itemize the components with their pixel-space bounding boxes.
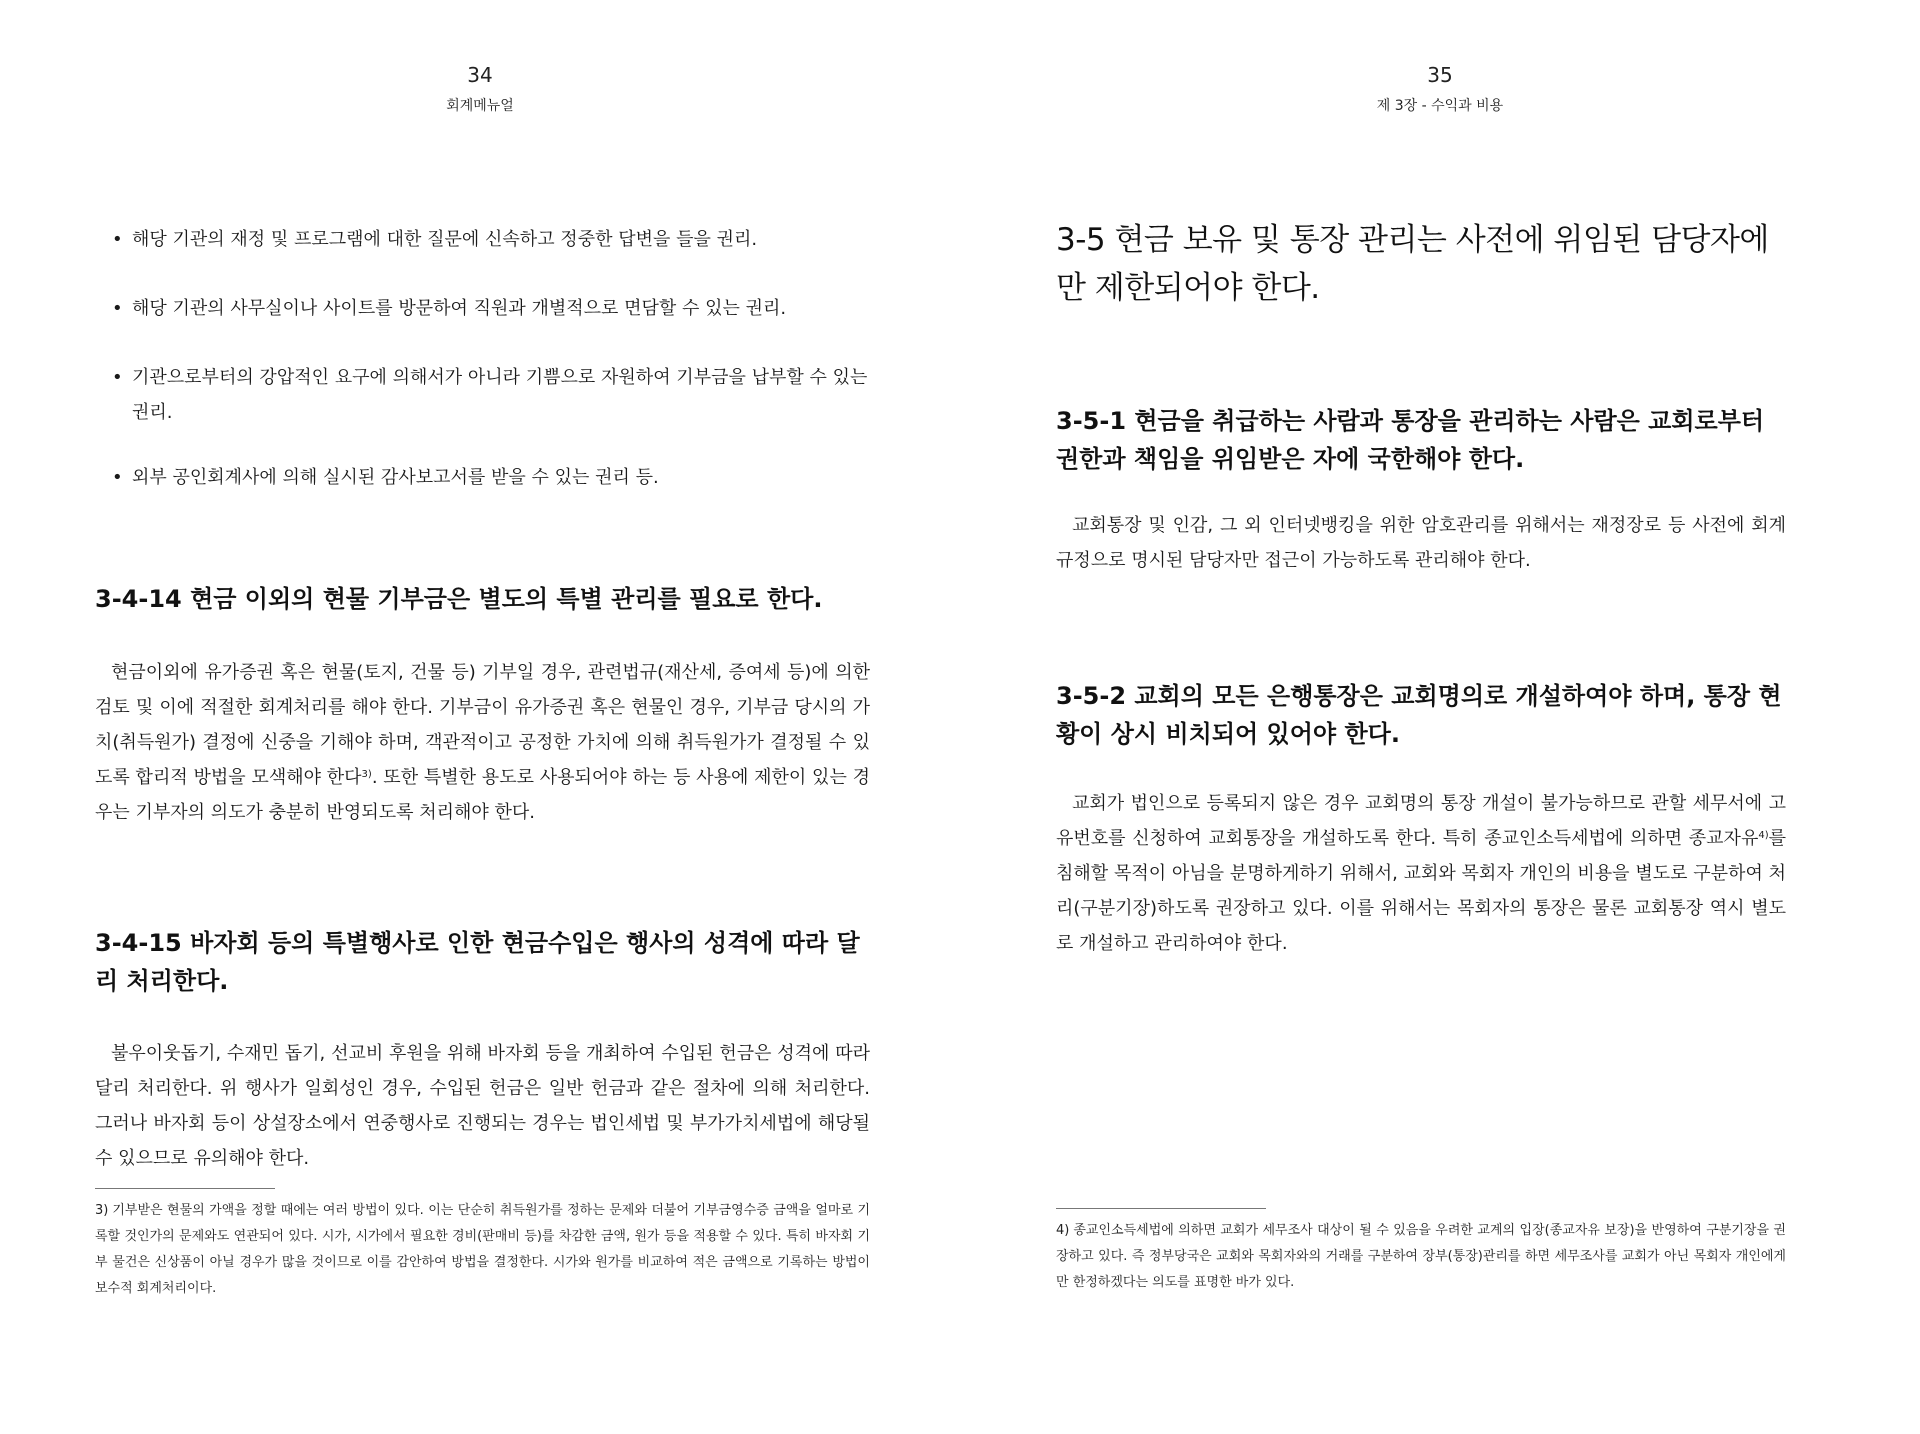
chapter-section-heading: 3-5 현금 보유 및 통장 관리는 사전에 위임된 담당자에만 제한되어야 한다. bbox=[1056, 222, 1769, 306]
running-title: 제 3장 - 수익과 비용 bbox=[1376, 98, 1504, 114]
body-text: 교회가 법인으로 등록되지 않은 경우 교회명의 통장 개설이 불가능하므로 관할 세무서에 고유번호를 신청하여 교회통장을 개설하도록 한다. 특히 종교인소득세법에 의하면 종교자유 bbox=[1056, 793, 1786, 849]
footnote bbox=[1056, 1218, 1786, 1296]
section-body bbox=[95, 655, 870, 830]
list-item: • 해당 기관의 사무실이나 사이트를 방문하여 직원과 개별적으로 면담할 수 있는 권리. bbox=[112, 291, 872, 326]
section-3-4-14 bbox=[95, 580, 870, 830]
footnote-ref: 3) bbox=[361, 769, 372, 780]
footnote-ref: 4) bbox=[1758, 830, 1769, 841]
section-heading: 3-5-2 교회의 모든 은행통장은 교회명의로 개설하여야 하며, 통장 현황이 상시 비치되어 있어야 한다. bbox=[1056, 682, 1782, 748]
section-heading: 3-4-14 현금 이외의 현물 기부금은 별도의 특별 관리를 필요로 한다. bbox=[95, 585, 823, 613]
running-title: 회계메뉴얼 bbox=[446, 98, 514, 114]
left-running-head bbox=[0, 62, 960, 115]
section-heading: 3-5-1 현금을 취급하는 사람과 통장을 관리하는 사람은 교회로부터 권한과 책임을 위임받은 자에 국한해야 한다. bbox=[1056, 407, 1765, 473]
section-heading: 3-4-15 바자회 등의 특별행사로 인한 현금수입은 행사의 성격에 따라 달리 처리한다. bbox=[95, 929, 860, 995]
footnote-divider bbox=[95, 1188, 275, 1189]
body-text: 현금이외에 유가증권 혹은 현물(토지, 건물 등) 기부일 경우, 관련법규(재산세, 증여세 등)에 의한 검토 및 이에 적절한 회계처리를 해야 한다. 기부금이 유가증권 혹은 현물인 경우, 기부금 당시의 가치(취득원가) 결정에 신중을 기해야 하며, 객관적이고 공정한 가치에 의해 취득원가가 결정될 수 있도록 합리적 방법을 모색해야 한다 bbox=[95, 662, 870, 788]
footnote bbox=[95, 1198, 870, 1302]
list-item: • 외부 공인회계사에 의해 실시된 감사보고서를 받을 수 있는 권리 등. bbox=[112, 460, 872, 495]
page-number: 34 bbox=[467, 63, 493, 87]
body-text: 를 침해할 목적이 아님을 분명하게하기 위해서, 교회와 목회자 개인의 비용을 별도로 구분하여 처리(구분기장)하도록 권장하고 있다. 이를 위해서는 목회자의 통장은 물론 교회통장 역시 별도로 개설하고 관리하여야 한다. bbox=[1056, 828, 1786, 954]
section-3-5-2 bbox=[1056, 677, 1786, 961]
right-running-head bbox=[960, 62, 1920, 115]
section-3-5-1 bbox=[1056, 402, 1786, 578]
list-item: • 기관으로부터의 강압적인 요구에 의해서가 아니라 기쁨으로 자원하여 기부금을 납부할 수 있는 권리. bbox=[112, 360, 872, 430]
section-3-5 bbox=[1056, 216, 1786, 312]
footnote-mark: 3) bbox=[95, 1203, 109, 1218]
footnote-divider bbox=[1056, 1208, 1266, 1209]
right-page bbox=[960, 0, 1920, 1434]
footnote-mark: 4) bbox=[1056, 1223, 1070, 1238]
list-item: • 해당 기관의 재정 및 프로그램에 대한 질문에 신속하고 정중한 답변을 들을 권리. bbox=[112, 222, 872, 257]
section-body bbox=[1056, 786, 1786, 961]
section-body: 불우이웃돕기, 수재민 돕기, 선교비 후원을 위해 바자회 등을 개최하여 수입된 헌금은 성격에 따라 달리 처리한다. 위 행사가 일회성인 경우, 수입된 헌금은 일반 헌금과 같은 절차에 의해 처리한다. 그러나 바자회 등이 상설장소에서 연중행사로 진행되는 경우는 법인세법 및 부가가치세법에 해당될 수 있으므로 유의해야 한다. bbox=[95, 1043, 870, 1169]
footnote-text: 종교인소득세법에 의하면 교회가 세무조사 대상이 될 수 있음을 우려한 교계의 입장(종교자유 보장)을 반영하여 구분기장을 권장하고 있다. 즉 정부당국은 교회와 목회자와의 거래를 구분하여 장부(통장)관리를 하면 세무조사를 교회가 아닌 목회자 개인에게만 한정하겠다는 의도를 표명한 바가 있다. bbox=[1056, 1223, 1786, 1290]
section-3-4-15 bbox=[95, 924, 870, 1176]
footnote-text: 기부받은 현물의 가액을 정할 때에는 여러 방법이 있다. 이는 단순히 취득원가를 정하는 문제와 더불어 기부금영수증 금액을 얼마로 기록할 것인가의 문제와도 연관되어 있다. 시가, 시가에서 필요한 경비(판매비 등)를 차감한 금액, 원가 등을 적용할 수 있다. 특히 바자회 기부 물건은 신상품이 아닐 경우가 많을 것이므로 이를 감안하여 방법을 결정한다. 시가와 원가를 비교하여 적은 금액으로 기록하는 방법이 보수적 회계처리이다. bbox=[95, 1203, 870, 1296]
body-text: . 또한 특별한 용도로 사용되어야 하는 등 사용에 제한이 있는 경우는 기부자의 의도가 충분히 반영되도록 처리해야 한다. bbox=[95, 767, 870, 823]
section-body: 교회통장 및 인감, 그 외 인터넷뱅킹을 위한 암호관리를 위해서는 재정장로 등 사전에 회계규정으로 명시된 담당자만 접근이 가능하도록 관리해야 한다. bbox=[1056, 515, 1786, 571]
page-number: 35 bbox=[1427, 63, 1453, 87]
rights-bullet-list bbox=[112, 222, 872, 529]
